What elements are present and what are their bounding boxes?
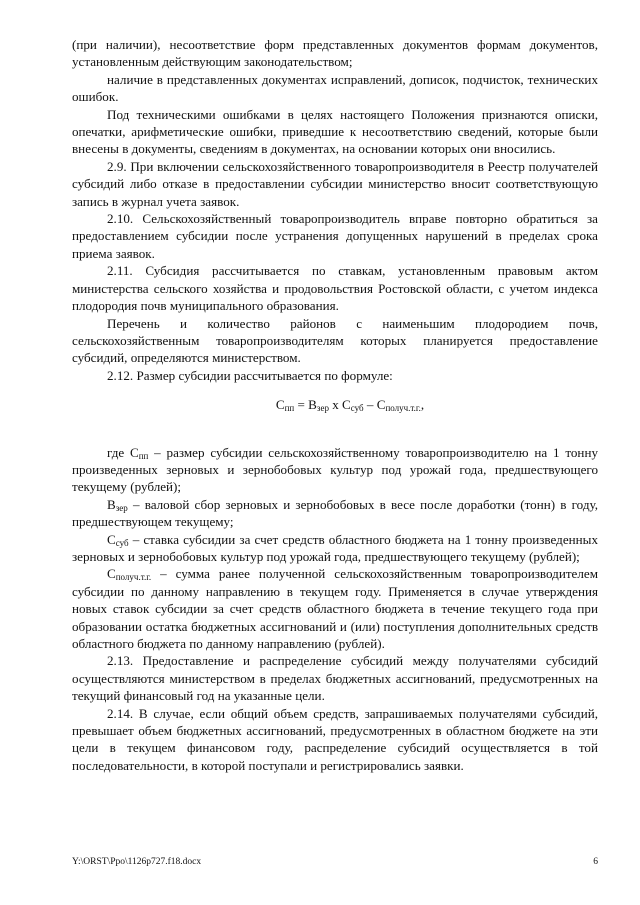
paragraph-continuation: (при наличии), несоответствие форм представленных документов формам документов, установленным действующим законодательством; <box>72 37 598 70</box>
paragraph-2-10: 2.10. Сельскохозяйственный товаропроизводитель вправе повторно обратиться за предоставлением субсидии после устранения допущенных нарушений в пределах срока приема заявок. <box>72 211 598 261</box>
paragraph-2-9: 2.9. При включении сельскохозяйственного товаропроизводителя в Реестр получателей субсидий либо отказе в предоставлении субсидии министерство вносит соответствующую запись в журнал учета заявок. <box>72 158 598 209</box>
definition-c-sub: $С_{суб}$ – ставка субсидии за счет средств областного бюджета на 1 тонну произведенных зерновых и зернобобовых культур под урожай года, предшествующего текущему (рублей); <box>72 531 598 564</box>
page-number: 6 <box>593 857 598 867</box>
definition-b-zer: $В_{зер}$ – валовой сбор зерновых и зернобобовых в весе после доработки (тонн) в году, предшествующем текущему; <box>72 496 598 530</box>
paragraph-corrections: наличие в представленных документах исправлений, дописок, подчисток, технических ошибок. <box>72 71 598 105</box>
file-path: Y:\ORST\Ppo\1126p727.f18.docx <box>72 857 202 867</box>
paragraph-2-12: 2.12. Размер субсидии рассчитывается по формуле: <box>107 367 393 383</box>
document-page <box>72 36 598 774</box>
paragraph-2-11: 2.11. Субсидия рассчитывается по ставкам, установленным правовым актом министерства сельского хозяйства и продовольствия Ростовской области, с учетом индекса плодородия почв муниципального образования. <box>72 263 598 314</box>
paragraph-district-list: Перечень и количество районов с наименьшим плодородием почв, сельскохозяйственным товаропроизводителям которых планируется предоставление субсидий, определяются министерством. <box>72 315 598 366</box>
paragraph-2-13: 2.13. Предоставление и распределение субсидий между получателями субсидий осуществляются министерством в пределах бюджетных ассигнований, предусмотренных на текущий финансовый год на указанные цели. <box>72 653 598 704</box>
subsidy-formula: $С_{пп} = В_{зер}$ х $С_{суб} - С_{получ.т.г.}$, <box>275 397 425 414</box>
paragraph-2-14: 2.14. В случае, если общий объем средств, запрашиваемых получателями субсидий, превышает объем бюджетных ассигнований, предусмотренных в областном бюджете на эти цели в текущем финансовом году, распределение субсидий осуществляется в той последовательности, в которой поступали и регистрировались заявки. <box>72 705 598 773</box>
definition-c-poluch: $С_{получ.т.г.}$ – сумма ранее полученной сельскохозяйственным товаропроизводителем субсидии по данному направлению в текущем году. Применяется в случае утверждения новых ставок субсидии за счет средств областного бюджета в течение текущего года при образовании остатка бюджетных ассигнований и (или) поступления дополнительных средств областного бюджета по данному направлению (рублей). <box>72 566 598 651</box>
definition-c-pp: где $С_{пп}$ – размер субсидии сельскохозяйственному товаропроизводителю на 1 тонну произведенных зерновых и зернобобовых культур под урожай года, предшествующего текущему (рублей); <box>72 444 598 495</box>
paragraph-technical-errors: Под техническими ошибками в целях настоящего Положения признаются описки, опечатки, арифметические ошибки, приведшие к несоответствию сведений, которые были внесены в документы, сведениям в документах, на основании которых они вносились. <box>72 106 598 157</box>
